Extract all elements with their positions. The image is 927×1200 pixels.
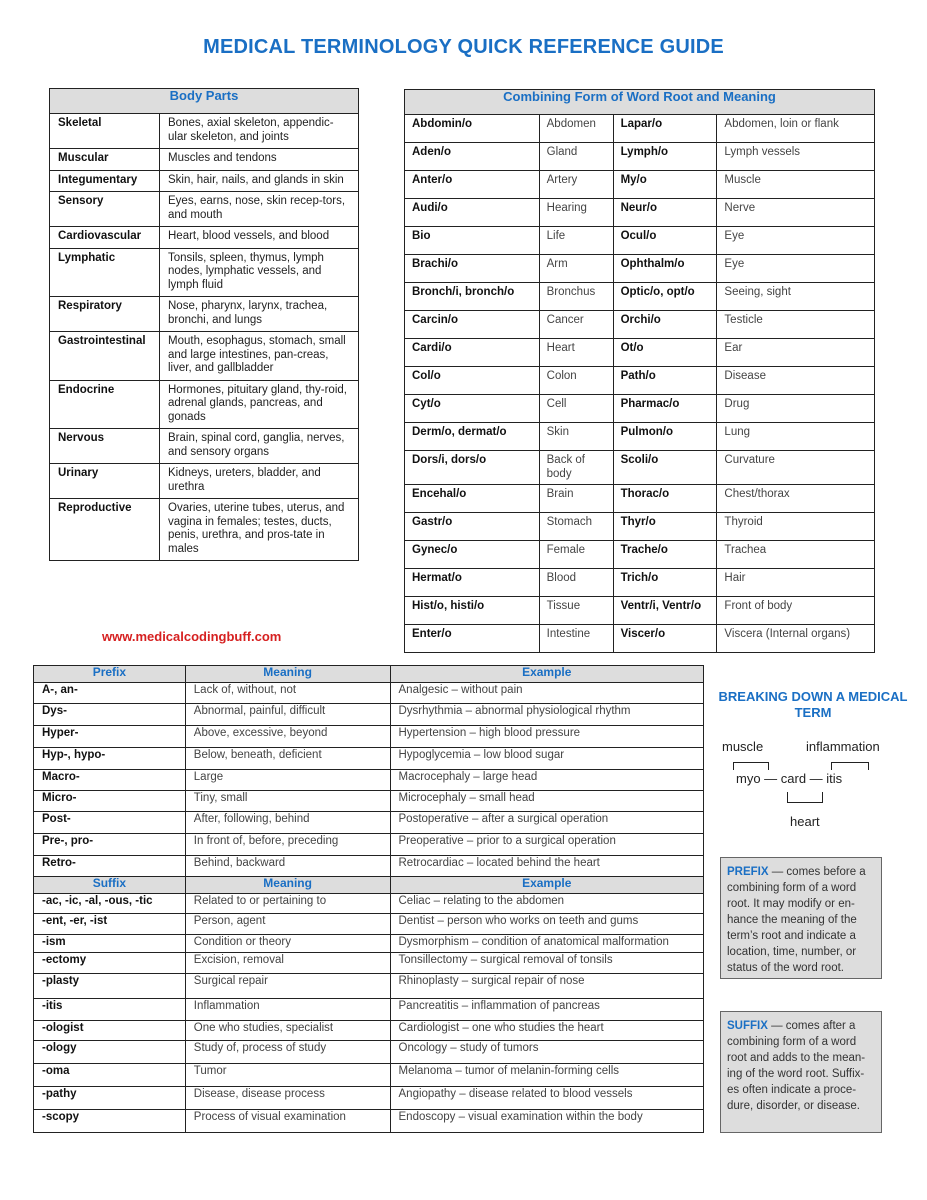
combining-form-meaning: Back of body xyxy=(539,451,613,485)
combining-form-row xyxy=(405,199,875,227)
suffix-example: Pancreatitis – inflammation of pancreas xyxy=(390,998,704,1020)
prefix-row xyxy=(34,856,704,877)
combining-form-row xyxy=(405,367,875,395)
combining-form-term: Abdomin/o xyxy=(405,115,540,143)
suffix-example: Endoscopy – visual examination within the body xyxy=(390,1109,704,1132)
combining-form-meaning: Artery xyxy=(539,171,613,199)
combining-form-meaning: Heart xyxy=(539,339,613,367)
combining-form-meaning: Abdomen, loin or flank xyxy=(717,115,875,143)
suffix-row xyxy=(34,952,704,973)
body-system-name: Integumentary xyxy=(50,170,160,192)
prefix-meaning: Tiny, small xyxy=(185,791,390,812)
body-system-description: Eyes, earns, nose, skin recep-tors, and mouth xyxy=(160,192,359,227)
combining-form-term: Cyt/o xyxy=(405,395,540,423)
suffix-meaning: Surgical repair xyxy=(185,973,390,998)
prefix-meaning: Lack of, without, not xyxy=(185,683,390,704)
muscle-bracket xyxy=(733,762,769,770)
suffix-meaning: Study of, process of study xyxy=(185,1040,390,1063)
suffix-example: Oncology – study of tumors xyxy=(390,1040,704,1063)
body-system-description: Kidneys, ureters, bladder, and urethra xyxy=(160,464,359,499)
prefix-term: Hyper- xyxy=(34,726,186,748)
suffix-row xyxy=(34,1040,704,1063)
body-part-row xyxy=(50,464,359,499)
combining-form-meaning: Gland xyxy=(539,143,613,171)
body-part-row xyxy=(50,227,359,249)
body-system-name: Gastrointestinal xyxy=(50,332,160,381)
combining-form-term: Hermat/o xyxy=(405,569,540,597)
combining-form-meaning: Arm xyxy=(539,255,613,283)
heart-bracket xyxy=(787,792,823,803)
body-system-description: Mouth, esophagus, stomach, small and large intestines, pan-creas, liver, and gallbladder xyxy=(160,332,359,381)
prefix-term: Micro- xyxy=(34,791,186,812)
prefix-example: Retrocardiac – located behind the heart xyxy=(390,856,704,877)
suffix-example: Dysmorphism – condition of anatomical malformation xyxy=(390,935,704,953)
prefix-info-text: — comes before a combining form of a word root. It may modify or en-hance the meaning of the term’s root and indicate a location, time, number, or status of the word root. xyxy=(727,866,866,974)
combining-form-row xyxy=(405,339,875,367)
suffix-term: -oma xyxy=(34,1063,186,1086)
suffix-example: Celiac – relating to the abdomen xyxy=(390,894,704,914)
suffix-meaning: Condition or theory xyxy=(185,935,390,953)
combining-form-meaning: Ear xyxy=(717,339,875,367)
prefix-example: Analgesic – without pain xyxy=(390,683,704,704)
combining-form-meaning: Hearing xyxy=(539,199,613,227)
suffix-example: Tonsillectomy – surgical removal of tonsils xyxy=(390,952,704,973)
combining-form-term: Ophthalm/o xyxy=(613,255,717,283)
body-part-row xyxy=(50,332,359,381)
combining-form-term: Derm/o, dermat/o xyxy=(405,423,540,451)
prefix-meaning: Below, beneath, deficient xyxy=(185,748,390,770)
combining-form-row xyxy=(405,625,875,653)
combining-form-row xyxy=(405,423,875,451)
body-system-name: Respiratory xyxy=(50,297,160,332)
combining-form-term: Col/o xyxy=(405,367,540,395)
prefix-suffix-table xyxy=(33,665,704,1133)
suffix-example: Melanoma – tumor of melanin-forming cells xyxy=(390,1063,704,1086)
combining-form-meaning: Eye xyxy=(717,255,875,283)
combining-form-meaning: Thyroid xyxy=(717,513,875,541)
body-system-description: Nose, pharynx, larynx, trachea, bronchi, and lungs xyxy=(160,297,359,332)
suffix-info-text: — comes after a combining form of a word root and adds to the mean-ing of the word root. Suffix-es often indicate a proce-dure, disorder, or disease. xyxy=(727,1020,866,1112)
prefix-header-row xyxy=(34,666,704,683)
body-part-row xyxy=(50,149,359,171)
prefix-example: Macrocephaly – large head xyxy=(390,770,704,791)
combining-form-term: Audi/o xyxy=(405,199,540,227)
body-system-description: Bones, axial skeleton, appendic-ular skeleton, and joints xyxy=(160,114,359,149)
suffix-example: Rhinoplasty – surgical repair of nose xyxy=(390,973,704,998)
combining-form-meaning: Seeing, sight xyxy=(717,283,875,311)
suffix-meaning: Related to or pertaining to xyxy=(185,894,390,914)
combining-form-term: Ot/o xyxy=(613,339,717,367)
suffix-row xyxy=(34,1063,704,1086)
combining-form-row xyxy=(405,311,875,339)
prefix-term: Post- xyxy=(34,812,186,834)
body-part-row xyxy=(50,499,359,561)
body-system-description: Hormones, pituitary gland, thy-roid, adrenal glands, pancreas, and gonads xyxy=(160,380,359,429)
suffix-term: -ologist xyxy=(34,1020,186,1040)
body-system-description: Muscles and tendons xyxy=(160,149,359,171)
suffix-col-header: Suffix xyxy=(34,877,186,894)
combining-form-term: Hist/o, histi/o xyxy=(405,597,540,625)
combining-form-row xyxy=(405,283,875,311)
combining-form-meaning: Trachea xyxy=(717,541,875,569)
combining-form-term: Anter/o xyxy=(405,171,540,199)
prefix-row xyxy=(34,683,704,704)
combining-form-meaning: Brain xyxy=(539,485,613,513)
example-col-header: Example xyxy=(390,666,704,683)
meaning-col-header: Meaning xyxy=(185,666,390,683)
prefix-info-key: PREFIX xyxy=(727,866,769,878)
combining-form-meaning: Hair xyxy=(717,569,875,597)
combining-form-row xyxy=(405,171,875,199)
suffix-row xyxy=(34,1020,704,1040)
combining-form-meaning: Tissue xyxy=(539,597,613,625)
body-part-row xyxy=(50,248,359,297)
combining-form-term: Lapar/o xyxy=(613,115,717,143)
body-system-name: Lymphatic xyxy=(50,248,160,297)
suffix-row xyxy=(34,894,704,914)
prefix-example: Hypoglycemia – low blood sugar xyxy=(390,748,704,770)
meaning-col-header: Meaning xyxy=(185,877,390,894)
prefix-row xyxy=(34,748,704,770)
suffix-meaning: Disease, disease process xyxy=(185,1086,390,1109)
body-system-name: Urinary xyxy=(50,464,160,499)
combining-form-term: Scoli/o xyxy=(613,451,717,485)
prefix-meaning: After, following, behind xyxy=(185,812,390,834)
combining-form-meaning: Curvature xyxy=(717,451,875,485)
body-part-row xyxy=(50,380,359,429)
prefix-row xyxy=(34,791,704,812)
combining-form-meaning: Life xyxy=(539,227,613,255)
prefix-term: A-, an- xyxy=(34,683,186,704)
prefix-example: Postoperative – after a surgical operation xyxy=(390,812,704,834)
body-system-description: Ovaries, uterine tubes, uterus, and vagina in females; testes, ducts, penis, urethra, and pros-tate in males xyxy=(160,499,359,561)
suffix-term: -ism xyxy=(34,935,186,953)
term-myocarditis: myo — card — itis xyxy=(736,771,843,786)
combining-form-term: Ocul/o xyxy=(613,227,717,255)
combining-form-term: Ventr/i, Ventr/o xyxy=(613,597,717,625)
prefix-term: Pre-, pro- xyxy=(34,834,186,856)
prefix-meaning: In front of, before, preceding xyxy=(185,834,390,856)
combining-form-term: Gastr/o xyxy=(405,513,540,541)
combining-form-row xyxy=(405,227,875,255)
combining-form-meaning: Blood xyxy=(539,569,613,597)
combining-form-meaning: Skin xyxy=(539,423,613,451)
prefix-term: Dys- xyxy=(34,704,186,726)
combining-form-row xyxy=(405,513,875,541)
suffix-term: -plasty xyxy=(34,973,186,998)
suffix-meaning: Inflammation xyxy=(185,998,390,1020)
body-system-description: Heart, blood vessels, and blood xyxy=(160,227,359,249)
prefix-row xyxy=(34,726,704,748)
prefix-example: Microcephaly – small head xyxy=(390,791,704,812)
suffix-meaning: Process of visual examination xyxy=(185,1109,390,1132)
prefix-row xyxy=(34,704,704,726)
prefix-example: Dysrhythmia – abnormal physiological rhythm xyxy=(390,704,704,726)
body-parts-table xyxy=(49,88,359,561)
suffix-term: -ology xyxy=(34,1040,186,1063)
body-system-name: Reproductive xyxy=(50,499,160,561)
combining-form-term: Thorac/o xyxy=(613,485,717,513)
body-parts-header: Body Parts xyxy=(50,89,359,114)
prefix-example: Hypertension – high blood pressure xyxy=(390,726,704,748)
combining-form-term: Encehal/o xyxy=(405,485,540,513)
combining-form-term: Orchi/o xyxy=(613,311,717,339)
body-system-description: Brain, spinal cord, ganglia, nerves, and sensory organs xyxy=(160,429,359,464)
suffix-info-key: SUFFIX xyxy=(727,1020,768,1032)
suffix-row xyxy=(34,1086,704,1109)
suffix-term: -pathy xyxy=(34,1086,186,1109)
prefix-term: Retro- xyxy=(34,856,186,877)
suffix-example: Cardiologist – one who studies the heart xyxy=(390,1020,704,1040)
combining-form-term: Pharmac/o xyxy=(613,395,717,423)
combining-form-term: Enter/o xyxy=(405,625,540,653)
combining-form-term: Lymph/o xyxy=(613,143,717,171)
prefix-col-header: Prefix xyxy=(34,666,186,683)
combining-form-term: Path/o xyxy=(613,367,717,395)
suffix-example: Dentist – person who works on teeth and gums xyxy=(390,914,704,935)
combining-form-meaning: Cell xyxy=(539,395,613,423)
page-title: MEDICAL TERMINOLOGY QUICK REFERENCE GUIDE xyxy=(203,36,724,58)
combining-form-meaning: Viscera (Internal organs) xyxy=(717,625,875,653)
combining-forms-header: Combining Form of Word Root and Meaning xyxy=(405,90,875,115)
combining-form-term: Bronch/i, bronch/o xyxy=(405,283,540,311)
suffix-row xyxy=(34,914,704,935)
body-system-name: Endocrine xyxy=(50,380,160,429)
combining-form-meaning: Abdomen xyxy=(539,115,613,143)
combining-form-term: Thyr/o xyxy=(613,513,717,541)
combining-form-meaning: Stomach xyxy=(539,513,613,541)
combining-form-term: Aden/o xyxy=(405,143,540,171)
combining-form-meaning: Female xyxy=(539,541,613,569)
combining-form-row xyxy=(405,115,875,143)
combining-form-meaning: Muscle xyxy=(717,171,875,199)
combining-form-meaning: Bronchus xyxy=(539,283,613,311)
combining-form-term: Cardi/o xyxy=(405,339,540,367)
suffix-term: -itis xyxy=(34,998,186,1020)
body-system-description: Skin, hair, nails, and glands in skin xyxy=(160,170,359,192)
combining-form-term: Optic/o, opt/o xyxy=(613,283,717,311)
prefix-example: Preoperative – prior to a surgical operation xyxy=(390,834,704,856)
prefix-row xyxy=(34,834,704,856)
prefix-meaning: Behind, backward xyxy=(185,856,390,877)
combining-forms-table xyxy=(404,89,875,653)
suffix-example: Angiopathy – disease related to blood vessels xyxy=(390,1086,704,1109)
combining-form-meaning: Drug xyxy=(717,395,875,423)
prefix-info-box xyxy=(720,857,882,979)
combining-form-meaning: Colon xyxy=(539,367,613,395)
body-part-row xyxy=(50,170,359,192)
combining-form-meaning: Disease xyxy=(717,367,875,395)
combining-form-term: Carcin/o xyxy=(405,311,540,339)
suffix-header-row xyxy=(34,877,704,894)
label-inflammation: inflammation xyxy=(806,739,880,754)
combining-form-row xyxy=(405,597,875,625)
suffix-term: -ac, -ic, -al, -ous, -tic xyxy=(34,894,186,914)
combining-form-meaning: Eye xyxy=(717,227,875,255)
combining-form-term: Pulmon/o xyxy=(613,423,717,451)
combining-form-term: Brachi/o xyxy=(405,255,540,283)
combining-form-meaning: Testicle xyxy=(717,311,875,339)
combining-form-term: Trich/o xyxy=(613,569,717,597)
body-system-name: Muscular xyxy=(50,149,160,171)
prefix-meaning: Large xyxy=(185,770,390,791)
inflammation-bracket xyxy=(831,762,869,770)
combining-form-term: Neur/o xyxy=(613,199,717,227)
suffix-row xyxy=(34,935,704,953)
body-part-row xyxy=(50,114,359,149)
combining-form-meaning: Lung xyxy=(717,423,875,451)
label-heart: heart xyxy=(790,814,820,829)
prefix-term: Hyp-, hypo- xyxy=(34,748,186,770)
body-system-name: Sensory xyxy=(50,192,160,227)
body-part-row xyxy=(50,429,359,464)
combining-form-row xyxy=(405,255,875,283)
example-col-header: Example xyxy=(390,877,704,894)
suffix-term: -ent, -er, -ist xyxy=(34,914,186,935)
body-system-description: Tonsils, spleen, thymus, lymph nodes, lymphatic vessels, and lymph fluid xyxy=(160,248,359,297)
combining-form-term: My/o xyxy=(613,171,717,199)
suffix-meaning: Person, agent xyxy=(185,914,390,935)
combining-form-meaning: Cancer xyxy=(539,311,613,339)
body-system-name: Skeletal xyxy=(50,114,160,149)
prefix-meaning: Above, excessive, beyond xyxy=(185,726,390,748)
combining-form-meaning: Intestine xyxy=(539,625,613,653)
suffix-info-box xyxy=(720,1011,882,1133)
combining-form-row xyxy=(405,541,875,569)
combining-form-meaning: Chest/thorax xyxy=(717,485,875,513)
label-muscle: muscle xyxy=(722,739,764,754)
prefix-row xyxy=(34,770,704,791)
combining-form-term: Gynec/o xyxy=(405,541,540,569)
body-part-row xyxy=(50,192,359,227)
breakdown-title: BREAKING DOWN A MEDICAL TERM xyxy=(718,689,908,720)
website-url[interactable]: www.medicalcodingbuff.com xyxy=(102,629,282,644)
body-part-row xyxy=(50,297,359,332)
suffix-row xyxy=(34,973,704,998)
suffix-row xyxy=(34,1109,704,1132)
suffix-term: -scopy xyxy=(34,1109,186,1132)
prefix-term: Macro- xyxy=(34,770,186,791)
combining-form-row xyxy=(405,485,875,513)
suffix-term: -ectomy xyxy=(34,952,186,973)
combining-form-meaning: Front of body xyxy=(717,597,875,625)
combining-form-row xyxy=(405,569,875,597)
combining-form-row xyxy=(405,395,875,423)
suffix-meaning: Excision, removal xyxy=(185,952,390,973)
combining-form-meaning: Lymph vessels xyxy=(717,143,875,171)
suffix-row xyxy=(34,998,704,1020)
combining-form-term: Bio xyxy=(405,227,540,255)
combining-form-term: Dors/i, dors/o xyxy=(405,451,540,485)
body-system-name: Cardiovascular xyxy=(50,227,160,249)
combining-form-term: Viscer/o xyxy=(613,625,717,653)
combining-form-row xyxy=(405,143,875,171)
body-system-name: Nervous xyxy=(50,429,160,464)
prefix-row xyxy=(34,812,704,834)
suffix-meaning: Tumor xyxy=(185,1063,390,1086)
suffix-meaning: One who studies, specialist xyxy=(185,1020,390,1040)
prefix-meaning: Abnormal, painful, difficult xyxy=(185,704,390,726)
combining-form-meaning: Nerve xyxy=(717,199,875,227)
combining-form-row xyxy=(405,451,875,485)
combining-form-term: Trache/o xyxy=(613,541,717,569)
